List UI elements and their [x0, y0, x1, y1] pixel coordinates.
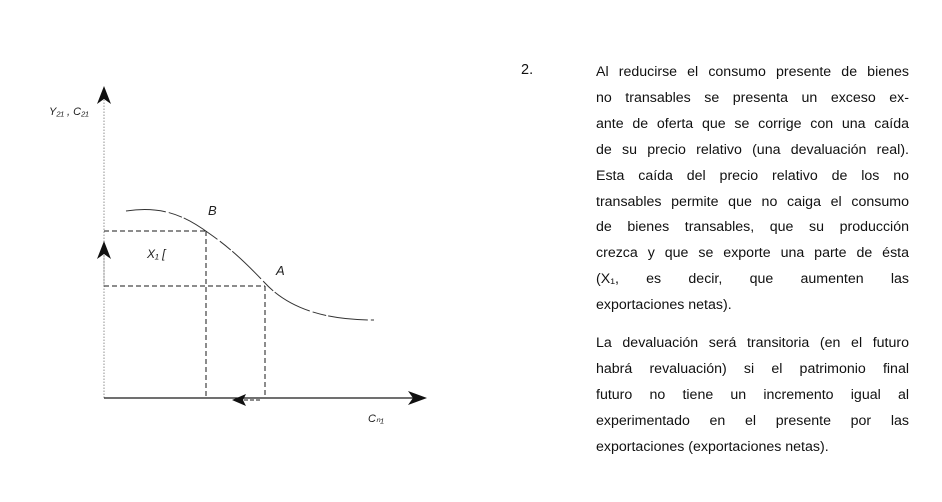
y-axis-arrowhead	[97, 86, 111, 104]
y-axis-label: Y₂₁ , C₂₁	[49, 106, 89, 118]
paragraph-1-line: (X₁, es decir, que aumenten las	[596, 271, 909, 288]
point-a-label: A	[276, 263, 285, 278]
paragraph-1	[596, 60, 909, 319]
x-axis-label: Cₙ₁	[368, 413, 384, 425]
paragraph-1-line: transables permite que no caiga el consumo	[596, 193, 909, 210]
paragraph-1-line: exportaciones netas).	[596, 297, 732, 314]
paragraph-1-line: Al reducirse el consumo presente de bienes	[596, 64, 909, 80]
point-b-label: B	[208, 203, 217, 218]
paragraph-2-line: exportaciones (exportaciones netas).	[596, 438, 829, 455]
paragraph-1-line: de bienes transables, que su producción	[596, 219, 909, 236]
paragraph-2-line: futuro no tiene un incremento igual al	[596, 386, 909, 403]
paragraph-2-line: La devaluación será transitoria (en el futuro	[596, 335, 909, 351]
paragraph-1-line: no transables se presenta un exceso ex-	[596, 89, 909, 106]
paragraph-1-line: de su precio relativo (una devaluación real).	[596, 141, 909, 158]
paragraph-2-line: experimentado en el presente por las	[596, 412, 909, 429]
paragraph-2-line: habrá revaluación) si el patrimonio final	[596, 360, 909, 377]
paragraph-2	[596, 331, 909, 461]
paragraph-1-line: Esta caída del precio relativo de los no	[596, 167, 909, 184]
paragraph-1-line: ante de oferta que se corrige con una caída	[596, 115, 909, 132]
paragraph-1-line: crezca y que se exporte una parte de ésta	[596, 245, 909, 262]
item-number: 2.	[521, 62, 534, 78]
consumption-shift-arrow-head	[232, 394, 246, 406]
export-label: X₁ [	[147, 247, 166, 261]
ppf-curve	[126, 210, 374, 320]
